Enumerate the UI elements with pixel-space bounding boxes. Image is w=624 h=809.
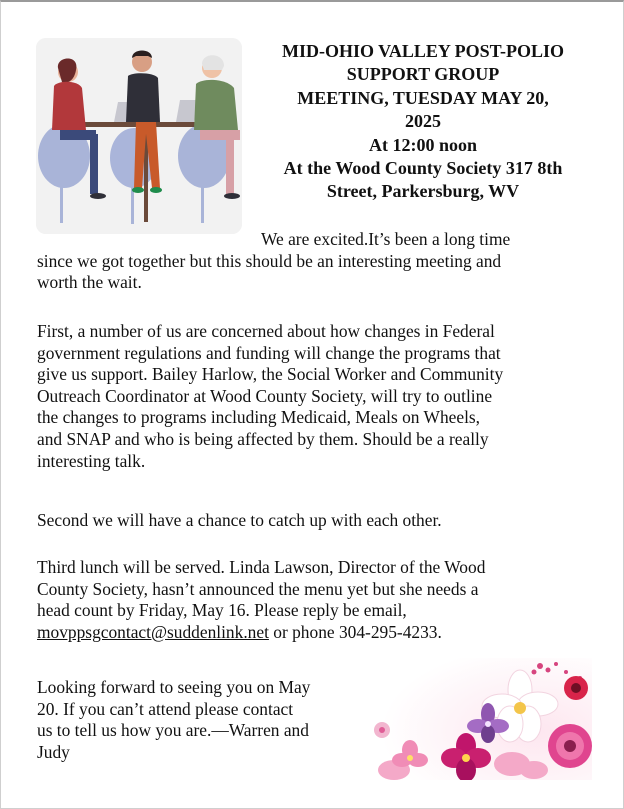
heading-line-6: At the Wood County Society 317 8th — [283, 158, 563, 179]
second-line-1: Second we will have a chance to catch up with each other. — [37, 510, 442, 530]
first-paragraph — [37, 321, 597, 472]
meeting-illustration — [36, 38, 242, 234]
first-line-3: give us support. Bailey Harlow, the Social Worker and Community — [37, 364, 504, 385]
third-line-3: head count by Friday, May 16. Please reply be email, — [37, 600, 407, 621]
meeting-heading — [248, 40, 598, 204]
intro-line-2: since we got together but this should be an interesting meeting and — [37, 250, 502, 271]
intro-paragraph — [37, 229, 597, 294]
flowers-decoration — [370, 658, 592, 780]
contact-email-link[interactable]: movppsgcontact@suddenlink.net — [37, 621, 269, 642]
first-line-5: the changes to programs including Medicaid, Meals on Wheels, — [37, 407, 481, 428]
first-line-4: Outreach Coordinator at Wood County Society, will try to outline — [37, 385, 493, 406]
third-paragraph — [37, 557, 597, 643]
flowers-icon — [370, 658, 592, 780]
closing-line-3: us to tell us how you are.—Warren and — [37, 720, 309, 741]
third-line-1: Third lunch will be served. Linda Lawson, Director of the Wood — [37, 557, 486, 577]
heading-line-7: Street, Parkersburg, WV — [326, 181, 520, 202]
intro-line-3: worth the wait. — [37, 272, 142, 293]
first-line-6: and SNAP and who is being affected by them. Should be a really — [37, 428, 489, 449]
first-line-1: First, a number of us are concerned about how changes in Federal — [37, 321, 495, 341]
heading-line-4: 2025 — [405, 111, 441, 132]
closing-paragraph — [37, 677, 367, 763]
third-line-4 — [37, 622, 597, 644]
meeting-people-icon — [36, 38, 242, 234]
closing-line-4: Judy — [37, 741, 70, 762]
second-paragraph — [37, 510, 597, 532]
heading-line-3: MEETING, TUESDAY MAY 20, — [297, 87, 549, 108]
first-line-2: government regulations and funding will change the programs that — [37, 342, 501, 363]
intro-line-1: We are excited.It’s been a long time — [261, 229, 511, 249]
closing-line-1: Looking forward to seeing you on May — [37, 677, 311, 697]
heading-line-2: SUPPORT GROUP — [346, 64, 500, 85]
third-line-2: County Society, hasn’t announced the menu yet but she needs a — [37, 578, 479, 599]
closing-line-2: 20. If you can’t attend please contact — [37, 698, 294, 719]
first-line-7: interesting talk. — [37, 450, 146, 471]
heading-line-5: At 12:00 noon — [368, 134, 477, 155]
heading-line-1: MID-OHIO VALLEY POST-POLIO — [281, 41, 565, 61]
contact-phone-text: or phone 304-295-4233. — [268, 621, 442, 642]
